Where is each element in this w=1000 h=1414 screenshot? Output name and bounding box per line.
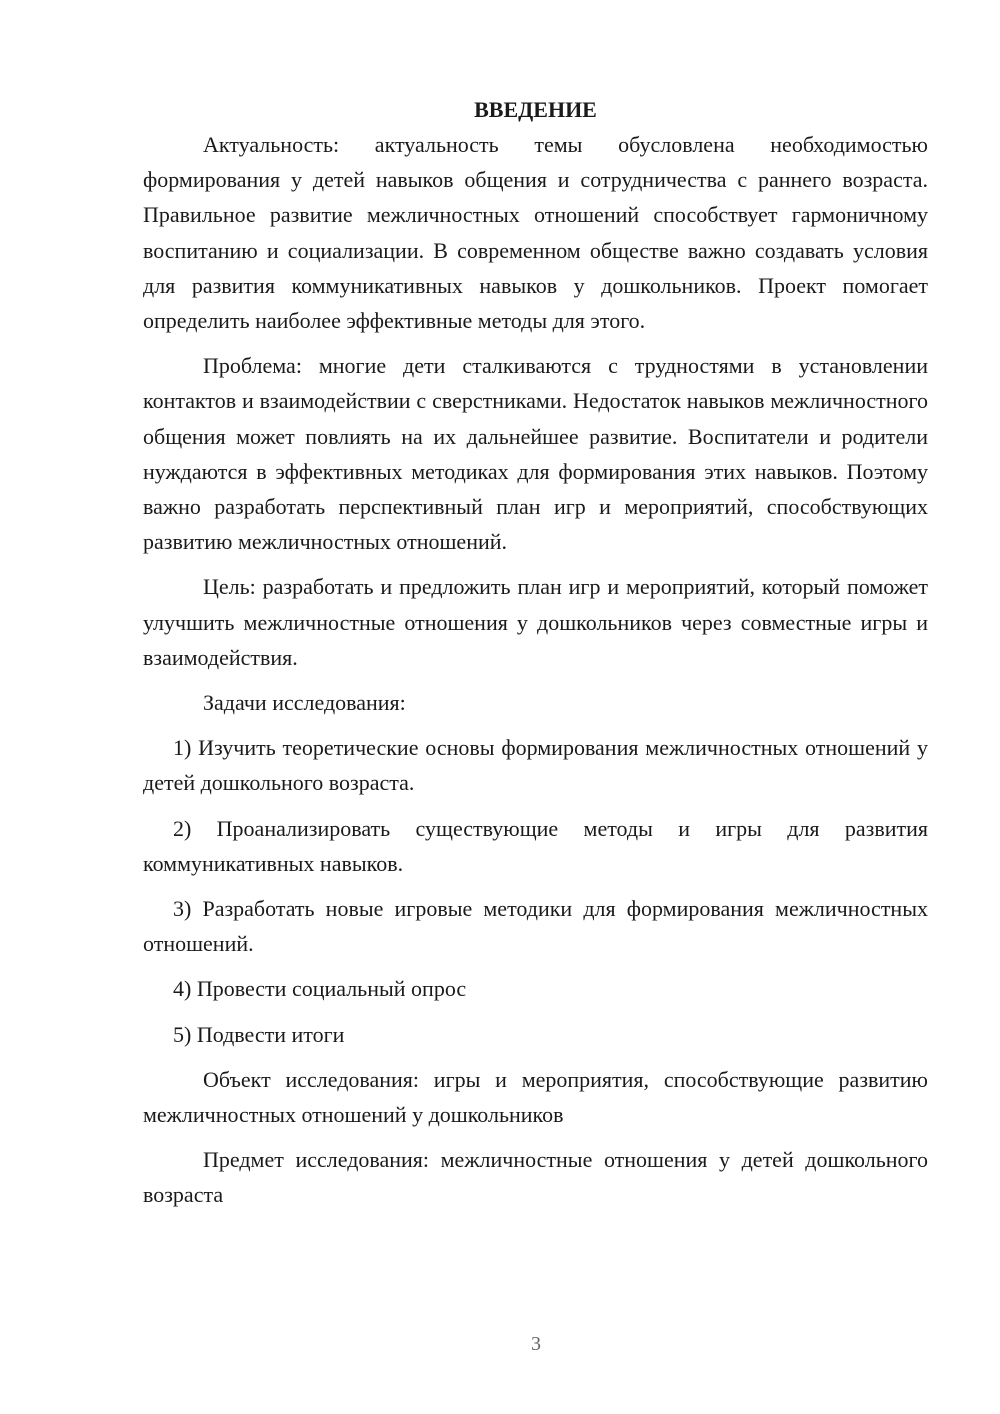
document-page xyxy=(143,92,928,1223)
task-item-1: 1) Изучить теоретические основы формирования межличностных отношений у детей дошкольного возраста. xyxy=(143,735,928,796)
paragraph-relevance: Актуальность: актуальность темы обусловлена необходимостью формирования у детей навыков общения и сотрудничества с раннего возраста. Правильное развитие межличностных отношений способствует гармоничному воспитанию и социализации. В современном обществе важно создавать условия для развития коммуникативных навыков у дошкольников. Проект помогает определить наиболее эффективные методы для этого. xyxy=(143,132,928,334)
paragraph-problem: Проблема: многие дети сталкиваются с трудностями в установлении контактов и взаимодействии с сверстниками. Недостаток навыков межличностного общения может повлиять на их дальнейшее развитие. Воспитатели и родители нуждаются в эффективных методиках для формирования этих навыков. Поэтому важно разработать перспективный план игр и мероприятий, способствующих развитию межличностных отношений. xyxy=(143,353,928,555)
section-title: ВВЕДЕНИЕ xyxy=(474,97,597,122)
task-item-2: 2) Проанализировать существующие методы и игры для развития коммуникативных навыков. xyxy=(143,815,928,876)
page-number: 3 xyxy=(531,1333,541,1355)
task-item-4: 4) Провести социальный опрос xyxy=(173,976,467,1002)
paragraph-research-subject: Предмет исследования: межличностные отношения у детей дошкольного возраста xyxy=(143,1147,928,1208)
task-item-5: 5) Подвести итоги xyxy=(173,1021,345,1047)
paragraph-research-object: Объект исследования: игры и мероприятия, способствующие развитию межличностных отношений у дошкольников xyxy=(143,1066,928,1128)
paragraph-tasks-heading: Задачи исследования: xyxy=(203,690,406,716)
paragraph-goal: Цель: разработать и предложить план игр и мероприятий, который поможет улучшить межличностные отношения у дошкольников через совместные игры и взаимодействия. xyxy=(143,574,928,670)
task-item-3: 3) Разработать новые игровые методики для формирования межличностных отношений. xyxy=(143,896,928,957)
